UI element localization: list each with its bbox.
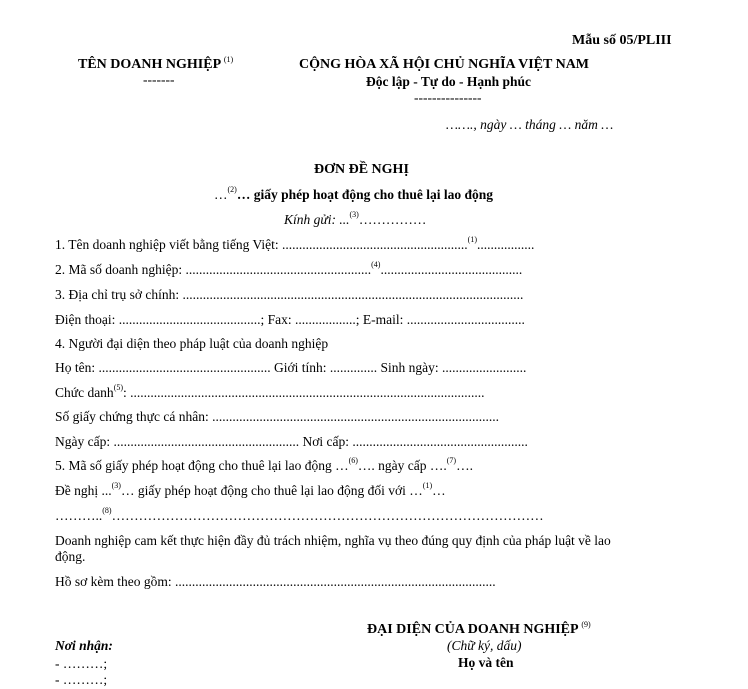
- field-5-license: [55, 458, 473, 474]
- company-name-ref: (1): [223, 55, 234, 64]
- request-tail: …: [432, 483, 446, 498]
- request-line: [55, 483, 446, 499]
- representative-title: [367, 622, 591, 638]
- request-ref-1: (3): [111, 481, 121, 490]
- subtitle-text: … giấy phép hoạt động cho thuê lại lao động: [236, 187, 494, 202]
- commitment-line-2: động.: [55, 549, 86, 564]
- addressee-ref: (3): [349, 210, 359, 219]
- signature-note: (Chữ ký, dấu): [447, 638, 522, 653]
- details-head: ………..: [55, 508, 103, 523]
- field-2-tax-code: [55, 262, 522, 278]
- attachments-line: Hồ sơ kèm theo gồm: ...............................................................................................: [55, 574, 496, 589]
- field-1-text: 1. Tên doanh nghiệp viết bằng tiếng Việt: .......................................................: [55, 237, 468, 252]
- position-tail: : .........................................................................................................: [123, 385, 485, 400]
- field-2-text: 2. Mã số doanh nghiệp: .......................................................: [55, 262, 372, 277]
- phone-fax-email-line: Điện thoại: ..........................................; Fax: ..................; E-mail: ...................................: [55, 312, 525, 327]
- details-tail: ……………………………………………………………………………………: [111, 508, 544, 523]
- issue-date-place-line: Ngày cấp: ....................................................... Nơi cấp: ....................................................: [55, 434, 528, 449]
- request-mid: … giấy phép hoạt động cho thuê lại lao động đối với …: [120, 483, 423, 498]
- field-5-mid: …. ngày cấp ….: [357, 458, 447, 473]
- field-5-text: 5. Mã số giấy phép hoạt động cho thuê lại lao động …: [55, 458, 349, 473]
- subtitle-ref: (2): [227, 185, 237, 194]
- company-name: [78, 57, 233, 73]
- field-4-representative: 4. Người đại diện theo pháp luật của doanh nghiệp: [55, 336, 329, 351]
- field-1-tail: .................: [476, 237, 535, 252]
- field-1-company-name: [55, 237, 534, 253]
- form-code: Mẫu số 05/PLIII: [572, 33, 672, 48]
- name-gender-birth-line: Họ tên: ................................................... Giới tính: .............. Sinh ngày: .........................: [55, 360, 527, 375]
- company-dash: -------: [143, 72, 175, 87]
- representative-title-text: ĐẠI DIỆN CỦA DOANH NGHIỆP: [367, 622, 578, 637]
- motto-dash: ---------------: [414, 90, 482, 105]
- addressee-line: [284, 212, 426, 228]
- subtitle-prefix: …: [214, 187, 228, 202]
- recipient-item-2: - ………;: [55, 672, 108, 687]
- field-5-ref-2: (7): [446, 456, 457, 465]
- addressee-label: Kính gửi: ...: [284, 212, 350, 227]
- nation-title: CỘNG HÒA XÃ HỘI CHỦ NGHĨA VIỆT NAM: [299, 57, 590, 72]
- recipients-label: Nơi nhận:: [55, 638, 113, 653]
- commitment-line-1: Doanh nghiệp cam kết thực hiện đầy đủ trách nhiệm, nghĩa vụ theo đúng quy định của pháp luật về lao: [55, 533, 611, 548]
- field-2-ref: (4): [371, 260, 381, 269]
- details-ref: (8): [102, 506, 112, 515]
- position-line: [55, 385, 485, 401]
- field-5-ref-1: (6): [348, 456, 358, 465]
- position-label: Chức danh: [55, 385, 114, 400]
- field-3-address: 3. Địa chỉ trụ sở chính: .....................................................................................................: [55, 287, 524, 302]
- document-subtitle: [214, 187, 493, 203]
- recipient-item-1: - ………;: [55, 656, 108, 671]
- motto: Độc lập - Tự do - Hạnh phúc: [366, 74, 532, 89]
- company-name-text: TÊN DOANH NGHIỆP: [78, 57, 221, 72]
- date-line: ……., ngày … tháng … năm …: [446, 117, 614, 132]
- document-title: ĐƠN ĐỀ NGHỊ: [314, 162, 409, 177]
- representative-name: Họ và tên: [458, 655, 514, 670]
- field-2-tail: ..........................................: [380, 262, 523, 277]
- request-ref-2: (1): [422, 481, 433, 490]
- id-document-line: Số giấy chứng thực cá nhân: .....................................................................................: [55, 409, 499, 424]
- addressee-dots: ……………: [358, 212, 427, 227]
- representative-ref: (9): [581, 620, 591, 629]
- request-details-line: [55, 508, 544, 524]
- field-1-ref: (1): [467, 235, 477, 244]
- position-ref: (5): [113, 383, 124, 392]
- request-text: Đề nghị ...: [55, 483, 112, 498]
- field-5-tail: ….: [456, 458, 473, 473]
